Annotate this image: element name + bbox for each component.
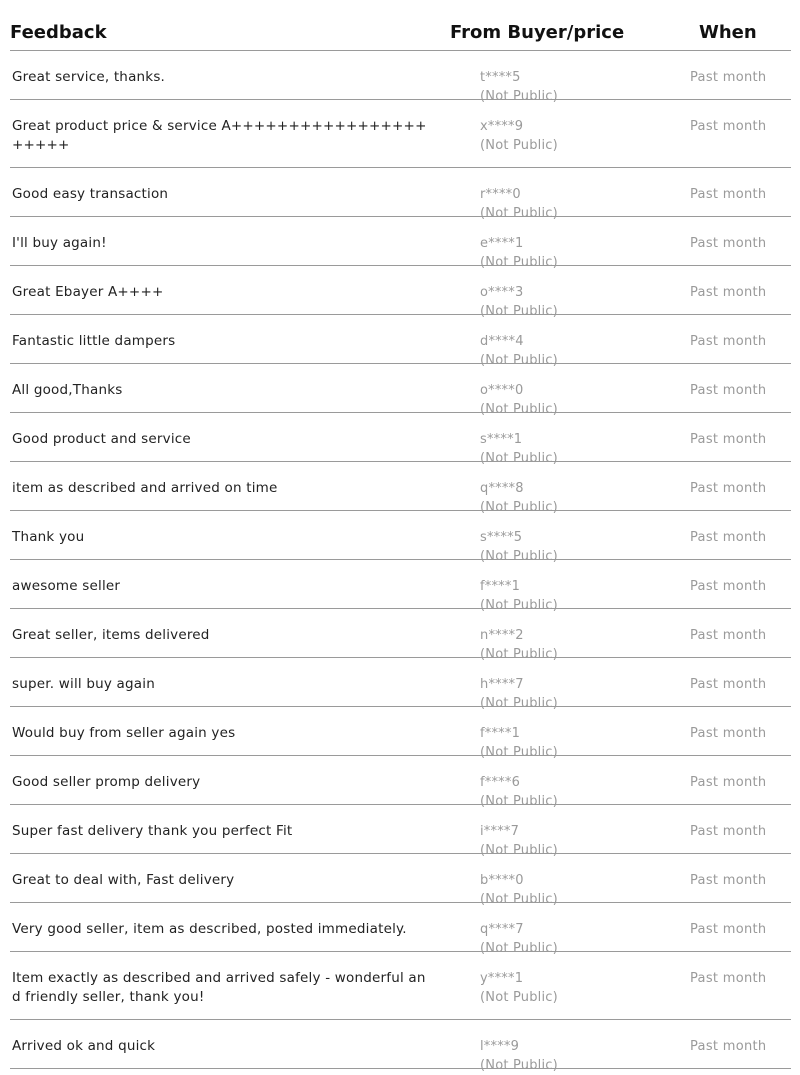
feedback-comment: Thank you <box>12 529 85 545</box>
feedback-comment: Great Ebayer A++++ <box>12 284 164 300</box>
table-row <box>10 100 791 168</box>
buyer-id: e****1 <box>480 236 524 251</box>
feedback-comment: Would buy from seller again yes <box>12 725 236 741</box>
buyer-privacy: (Not Public) <box>480 402 558 417</box>
table-row <box>10 266 791 319</box>
column-header-buyer-price: From Buyer/price <box>450 22 625 43</box>
feedback-comment: Good product and service <box>12 431 191 447</box>
feedback-comment: Item exactly as described and arrived safely - wonderful and friendly seller, thank you! <box>12 970 426 1005</box>
feedback-when: Past month <box>690 334 767 349</box>
feedback-comment: Great product price & service A++++++++++++++++++++++ <box>12 118 427 153</box>
buyer-id: o****3 <box>480 285 524 300</box>
table-row <box>10 805 791 858</box>
feedback-when: Past month <box>690 70 767 85</box>
buyer-privacy: (Not Public) <box>480 451 558 466</box>
buyer-id: f****1 <box>480 579 521 594</box>
buyer-id: f****6 <box>480 775 521 790</box>
feedback-table <box>10 0 791 1073</box>
feedback-comment: Great service, thanks. <box>12 69 166 85</box>
feedback-comment: Very good seller, item as described, posted immediately. <box>12 921 407 937</box>
buyer-id: n****2 <box>480 628 524 643</box>
feedback-comment: super. will buy again <box>12 676 155 692</box>
buyer-id: r****0 <box>480 187 521 202</box>
buyer-privacy: (Not Public) <box>480 647 558 662</box>
buyer-id: b****0 <box>480 873 524 888</box>
table-row <box>10 756 791 809</box>
buyer-id: y****1 <box>480 971 524 986</box>
feedback-when: Past month <box>690 628 767 643</box>
buyer-id: x****9 <box>480 119 524 134</box>
feedback-when: Past month <box>690 383 767 398</box>
feedback-when: Past month <box>690 432 767 447</box>
feedback-when: Past month <box>690 285 767 300</box>
feedback-comment: Good seller promp delivery <box>12 774 201 790</box>
buyer-id: d****4 <box>480 334 524 349</box>
feedback-when: Past month <box>690 187 767 202</box>
buyer-privacy: (Not Public) <box>480 696 558 711</box>
buyer-privacy: (Not Public) <box>480 745 558 760</box>
buyer-privacy: (Not Public) <box>480 598 558 613</box>
feedback-when: Past month <box>690 824 767 839</box>
feedback-when: Past month <box>690 1039 767 1054</box>
table-header <box>10 0 791 51</box>
feedback-comment: item as described and arrived on time <box>12 480 278 496</box>
table-row <box>10 462 791 515</box>
buyer-id: o****0 <box>480 383 524 398</box>
table-row <box>10 51 791 104</box>
table-row <box>10 413 791 466</box>
table-row <box>10 1020 791 1073</box>
buyer-id: l****9 <box>480 1039 520 1054</box>
table-row <box>10 952 791 1020</box>
column-header-when: When <box>699 22 757 43</box>
buyer-cell <box>480 1037 558 1075</box>
feedback-when: Past month <box>690 922 767 937</box>
buyer-id: h****7 <box>480 677 524 692</box>
feedback-when: Past month <box>690 677 767 692</box>
buyer-privacy: (Not Public) <box>480 794 558 809</box>
feedback-comment: Good easy transaction <box>12 186 169 202</box>
buyer-privacy: (Not Public) <box>480 990 558 1005</box>
buyer-privacy: (Not Public) <box>480 206 558 221</box>
table-row <box>10 315 791 368</box>
feedback-comment: Super fast delivery thank you perfect Fit <box>12 823 293 839</box>
table-row <box>10 854 791 907</box>
feedback-comment: Great seller, items delivered <box>12 627 210 643</box>
buyer-id: s****1 <box>480 432 523 447</box>
feedback-comment: Great to deal with, Fast delivery <box>12 872 235 888</box>
buyer-cell <box>480 117 558 155</box>
table-row <box>10 168 791 221</box>
buyer-privacy: (Not Public) <box>480 941 558 956</box>
buyer-privacy: (Not Public) <box>480 549 558 564</box>
feedback-when: Past month <box>690 726 767 741</box>
table-row <box>10 903 791 956</box>
table-row <box>10 364 791 417</box>
table-row <box>10 707 791 760</box>
feedback-when: Past month <box>690 530 767 545</box>
buyer-privacy: (Not Public) <box>480 353 558 368</box>
buyer-id: i****7 <box>480 824 520 839</box>
buyer-privacy: (Not Public) <box>480 138 558 153</box>
table-row <box>10 609 791 662</box>
column-header-feedback: Feedback <box>10 22 107 43</box>
feedback-when: Past month <box>690 579 767 594</box>
feedback-when: Past month <box>690 971 767 986</box>
table-row <box>10 511 791 564</box>
feedback-comment: Arrived ok and quick <box>12 1038 156 1054</box>
buyer-id: s****5 <box>480 530 523 545</box>
buyer-privacy: (Not Public) <box>480 89 558 104</box>
buyer-id: q****7 <box>480 922 524 937</box>
buyer-privacy: (Not Public) <box>480 255 558 270</box>
buyer-cell <box>480 969 558 1007</box>
table-row <box>10 217 791 270</box>
buyer-privacy: (Not Public) <box>480 304 558 319</box>
buyer-privacy: (Not Public) <box>480 843 558 858</box>
buyer-id: t****5 <box>480 70 521 85</box>
feedback-comment: awesome seller <box>12 578 121 594</box>
feedback-when: Past month <box>690 236 767 251</box>
buyer-privacy: (Not Public) <box>480 500 558 515</box>
buyer-privacy: (Not Public) <box>480 1058 558 1073</box>
feedback-when: Past month <box>690 119 767 134</box>
feedback-when: Past month <box>690 775 767 790</box>
feedback-comment: All good,Thanks <box>12 382 123 398</box>
feedback-comment: I'll buy again! <box>12 235 107 251</box>
buyer-privacy: (Not Public) <box>480 892 558 907</box>
feedback-comment: Fantastic little dampers <box>12 333 176 349</box>
feedback-when: Past month <box>690 481 767 496</box>
feedback-when: Past month <box>690 873 767 888</box>
table-row <box>10 658 791 711</box>
table-row <box>10 560 791 613</box>
buyer-id: f****1 <box>480 726 521 741</box>
buyer-id: q****8 <box>480 481 524 496</box>
